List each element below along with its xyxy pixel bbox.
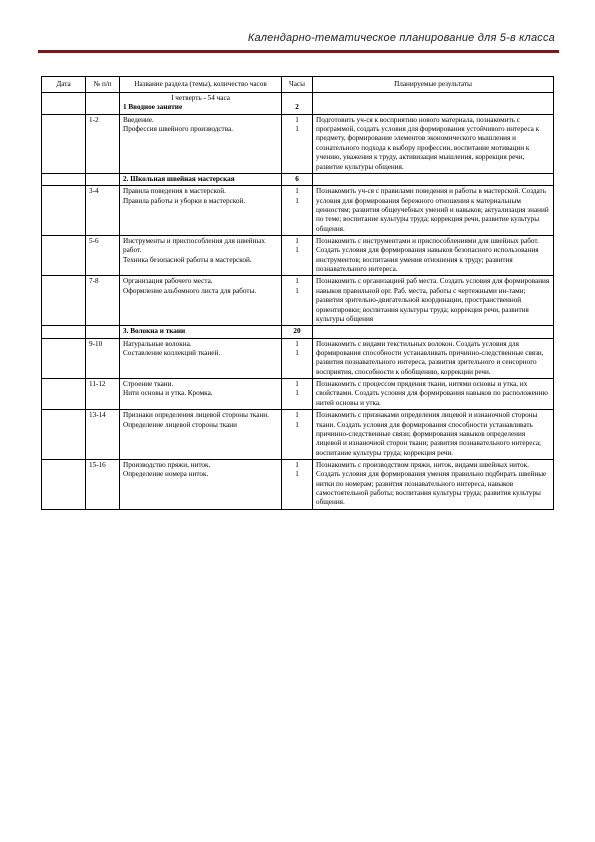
section-hours: 20: [282, 326, 313, 338]
lesson-hour: 1: [295, 389, 299, 398]
lesson-topic: Введение.: [123, 115, 154, 124]
column-header-num: № п/п: [86, 77, 120, 93]
lesson-topic: Организация рабочего места.: [123, 277, 213, 286]
lesson-topics: [120, 338, 282, 378]
lesson-hours: [282, 236, 313, 276]
lesson-topics: [120, 410, 282, 460]
lesson-results: Познакомить с видами текстильных волокон. Создать условия для формирования способности устанавливать причинно-следственные связи, развития познавательного интереса, развития зрительного и сенсорного восприятия, способности к обобщению, коррекции речи.: [313, 338, 554, 378]
lesson-hour: 1: [295, 348, 299, 357]
lesson-topic: Правила работы и уборки в мастерской.: [123, 196, 246, 205]
lesson-hours: [282, 459, 313, 509]
lesson-hours: [282, 114, 313, 173]
lesson-hours: [282, 276, 313, 326]
lesson-number: 13-14: [86, 410, 120, 460]
page-header-title: Календарно-тематическое планирование для 5-в класса: [247, 32, 555, 44]
lesson-hour: 1: [295, 339, 299, 348]
lesson-hours: [282, 379, 313, 410]
lesson-hour: 1: [295, 460, 299, 469]
lesson-topic: Профессия швейного производства.: [123, 125, 233, 134]
lesson-topics: [120, 379, 282, 410]
table-row: [42, 276, 554, 326]
lesson-hour: 1: [295, 187, 299, 196]
lesson-results: Познакомить с признаками определения лицевой и изнаночной стороны ткани. Создать условия для формирования способности устанавливать причинно-следственные связи; формирования навыков определения лицевой и изнаночной сторон ткани; развития познавательного интереса; воспитание культуры труда; коррекция речи.: [313, 410, 554, 460]
section-row: [42, 173, 554, 185]
lesson-number: 5-6: [86, 236, 120, 276]
lesson-results: Познакомить с производством пряжи, ниток, видами швейных ниток. Создать условия для формирования умения правильно подбирать швейные нитки по номерам; развития познавательного интереса, навыков самостоятельной работы; воспитания культуры труда; развития культуры общения.: [313, 459, 554, 509]
lesson-topic: Признаки определения лицевой стороны ткани.: [123, 411, 269, 420]
lesson-topic: Техника безопасной работы в мастерской.: [123, 255, 252, 264]
lesson-number: 3-4: [86, 186, 120, 236]
lesson-topic: Оформление альбомного листа для работы.: [123, 286, 257, 295]
section-title: 3. Волокна и ткани: [120, 326, 282, 338]
lesson-topics: [120, 459, 282, 509]
section-row: [42, 326, 554, 338]
table-row: [42, 236, 554, 276]
lesson-hour: 1: [295, 277, 299, 286]
lesson-hour: 1: [295, 470, 299, 479]
lesson-topic: Правила поведения в мастерской.: [123, 187, 226, 196]
table-row: [42, 338, 554, 378]
lesson-hours: [282, 410, 313, 460]
lesson-results: Познакомить с процессом прядения ткани, нитями основы и утка, их свойствами. Создать условия для формирования навыков по расположению нитей основы и утка.: [313, 379, 554, 410]
planning-table: [41, 76, 554, 510]
lesson-topic: Строение ткани.: [123, 380, 174, 389]
table-row: [42, 114, 554, 173]
column-header-date: Дата: [42, 77, 86, 93]
lesson-topic: Инструменты и приспособления для швейных работ.: [123, 237, 265, 255]
lesson-hours: [282, 186, 313, 236]
lesson-topics: [120, 114, 282, 173]
lesson-topic: Производство пряжи, ниток.: [123, 460, 211, 469]
lesson-topic: Составление коллекций тканей.: [123, 348, 221, 357]
table-row: [42, 379, 554, 410]
lesson-number: 15-16: [86, 459, 120, 509]
lesson-topics: [120, 186, 282, 236]
column-header-hours: Часы: [282, 77, 313, 93]
lesson-hour: 1: [295, 286, 299, 295]
lesson-topics: [120, 236, 282, 276]
lesson-hour: 1: [295, 380, 299, 389]
lesson-hour: 1: [295, 237, 299, 246]
table-row: [42, 459, 554, 509]
lesson-hour: 1: [295, 246, 299, 255]
lesson-hour: 1: [295, 420, 299, 429]
header-divider: [38, 50, 559, 53]
section-row: [42, 93, 554, 115]
lesson-hour: 1: [295, 411, 299, 420]
table-row: [42, 410, 554, 460]
lesson-number: 7-8: [86, 276, 120, 326]
table-row: [42, 186, 554, 236]
lesson-number: 11-12: [86, 379, 120, 410]
lesson-topic: Определение номера ниток.: [123, 470, 209, 479]
lesson-topics: [120, 276, 282, 326]
lesson-hour: 1: [295, 125, 299, 134]
section-hours: 2: [282, 93, 313, 115]
lesson-results: Подготовить уч-ся к восприятию нового материала, познакомить с программой, создать условия для формирования устойчивого интереса к предмету, формирование элементов экономического мышления и сознательного подхода к выбору профессии, воспитание мотивации к учению, уважения к труду, активизация мышления, коррекция речи, развитие культуры общения.: [313, 114, 554, 173]
section-title: 1 Вводное занятие: [123, 103, 183, 112]
section-title-cell: [120, 93, 282, 115]
lesson-number: 1-2: [86, 114, 120, 173]
lesson-hours: [282, 338, 313, 378]
lesson-results: Познакомить уч-ся с правилами поведения и работы в мастерской. Создать условия для формирования бережного отношения к материальным ценностям; развития общеучебных умений и навыков; актуализация знаний по теме; воспитание культуры труда; коррекция речи, развитие культуры общения.: [313, 186, 554, 236]
lesson-number: 9-10: [86, 338, 120, 378]
column-header-title: Название раздела (темы), количество часов: [120, 77, 282, 93]
section-title: 2. Школьная швейная мастерская: [120, 173, 282, 185]
lesson-results: Познакомить с инструментами и приспособлениями для швейных работ. Создать условия для формирования навыков безопасного использования инструментов; воспитания умения отношения к труду; развития познавательного интереса.: [313, 236, 554, 276]
lesson-topic: Нити основы и утка. Кромка.: [123, 389, 213, 398]
section-hours: 6: [282, 173, 313, 185]
lesson-results: Познакомить с организацией раб места. Создать условия для формирования навыков правильной орг. Раб. места, работы с чертежными ин-тами; развития зрительно-двигательной координации, пространственной ориентировки; воспитания культуры труда; коррекция речи, развития культуры общения: [313, 276, 554, 326]
lesson-hour: 1: [295, 196, 299, 205]
column-header-results: Планируемые результаты: [313, 77, 554, 93]
lesson-topic: Натуральные волокна.: [123, 339, 192, 348]
lesson-topic: Определение лицевой стороны ткани: [123, 420, 237, 429]
table-header-row: [42, 77, 554, 93]
quarter-label: I четверть - 54 часа: [171, 94, 230, 102]
lesson-hour: 1: [295, 115, 299, 124]
